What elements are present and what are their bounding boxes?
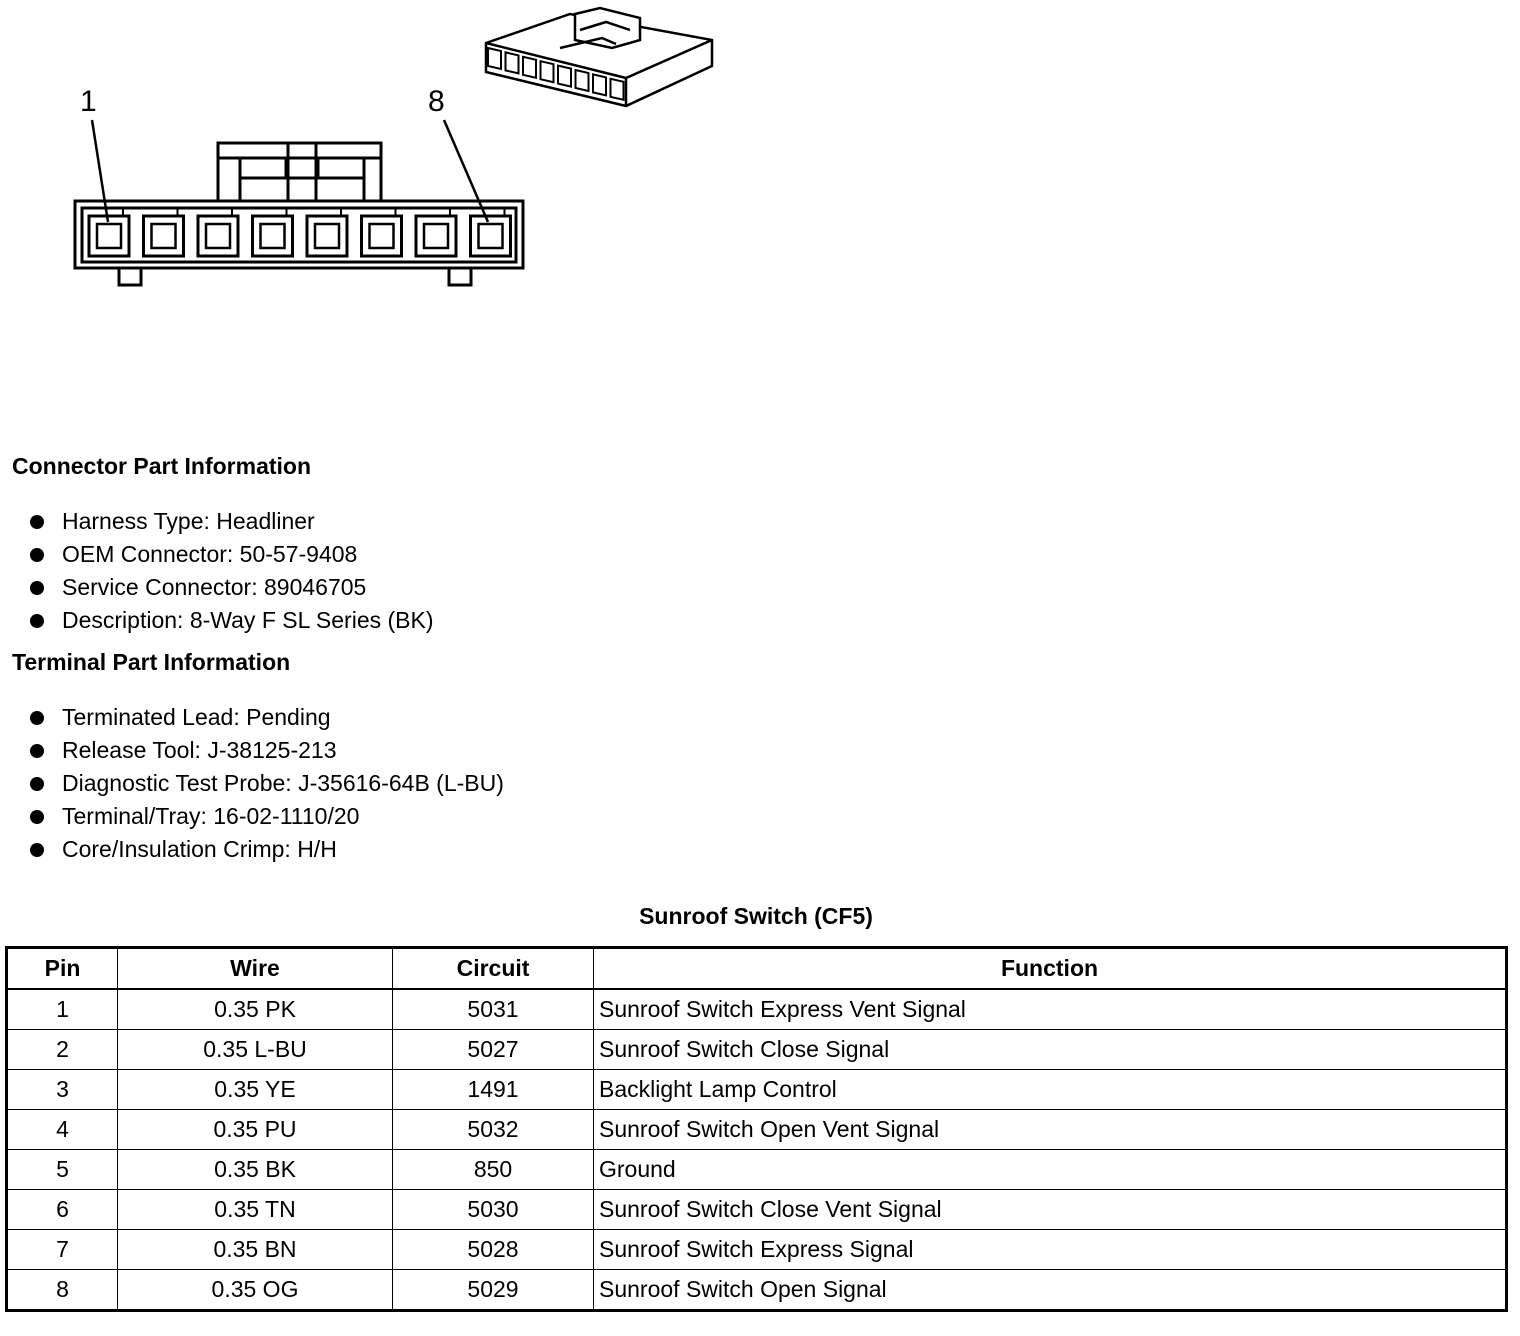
iso-pin-cavity <box>541 61 554 82</box>
iso-pin-cavity <box>611 79 624 100</box>
table-row <box>7 1030 1507 1070</box>
bullet-icon <box>30 581 44 595</box>
cell-circuit: 5032 <box>393 1110 594 1150</box>
pin-1-label: 1 <box>80 85 97 118</box>
cell-pin: 6 <box>7 1190 118 1230</box>
cell-function: Sunroof Switch Express Vent Signal <box>594 989 1507 1030</box>
cell-pin: 5 <box>7 1150 118 1190</box>
cell-wire: 0.35 BN <box>118 1230 393 1270</box>
bullet-icon <box>30 515 44 529</box>
list-item: Diagnostic Test Probe: J-35616-64B (L-BU) <box>0 767 504 800</box>
column-header-wire: Wire <box>118 948 393 990</box>
list-item: Release Tool: J-38125-213 <box>0 734 504 767</box>
bullet-icon <box>30 711 44 725</box>
bullet-icon <box>30 614 44 628</box>
cell-wire: 0.35 PK <box>118 989 393 1030</box>
iso-pin-cavity <box>488 48 501 69</box>
cell-pin: 4 <box>7 1110 118 1150</box>
pinout-table <box>5 946 1508 1312</box>
list-item: Description: 8-Way F SL Series (BK) <box>0 604 434 637</box>
cell-function: Ground <box>594 1150 1507 1190</box>
pin-terminal <box>261 224 285 248</box>
cell-circuit: 5027 <box>393 1030 594 1070</box>
pin-terminal <box>206 224 230 248</box>
pin-terminal <box>315 224 339 248</box>
pin-terminal <box>479 224 503 248</box>
cell-circuit: 5030 <box>393 1190 594 1230</box>
cell-function: Sunroof Switch Open Vent Signal <box>594 1110 1507 1150</box>
pin-terminal <box>152 224 176 248</box>
connector-diagram <box>0 0 760 300</box>
column-header-circuit: Circuit <box>393 948 594 990</box>
pin-terminal <box>370 224 394 248</box>
table-title: Sunroof Switch (CF5) <box>639 903 873 929</box>
bullet-icon <box>30 744 44 758</box>
cell-wire: 0.35 TN <box>118 1190 393 1230</box>
cell-pin: 1 <box>7 989 118 1030</box>
cell-pin: 8 <box>7 1270 118 1311</box>
table-row <box>7 1150 1507 1190</box>
bullet-icon <box>30 548 44 562</box>
cell-function: Sunroof Switch Open Signal <box>594 1270 1507 1311</box>
cell-function: Backlight Lamp Control <box>594 1070 1507 1110</box>
cell-circuit: 5031 <box>393 989 594 1030</box>
bullet-icon <box>30 810 44 824</box>
cell-wire: 0.35 PU <box>118 1110 393 1150</box>
cell-circuit: 1491 <box>393 1070 594 1110</box>
pin-terminal <box>424 224 448 248</box>
cell-wire: 0.35 BK <box>118 1150 393 1190</box>
table-header-row <box>7 948 1507 990</box>
cell-wire: 0.35 L-BU <box>118 1030 393 1070</box>
table-row <box>7 1190 1507 1230</box>
iso-pin-cavity <box>523 57 536 78</box>
pin-8-label: 8 <box>428 85 445 118</box>
iso-pin-cavity <box>506 52 519 73</box>
bullet-icon <box>30 843 44 857</box>
list-item: Core/Insulation Crimp: H/H <box>0 833 504 866</box>
connector-3d-view <box>486 8 712 106</box>
list-item: Harness Type: Headliner <box>0 505 434 538</box>
list-item: Terminal/Tray: 16-02-1110/20 <box>0 800 504 833</box>
cell-pin: 7 <box>7 1230 118 1270</box>
cell-function: Sunroof Switch Close Signal <box>594 1030 1507 1070</box>
iso-pin-cavity <box>593 74 606 95</box>
iso-pin-cavity <box>576 70 589 91</box>
cell-wire: 0.35 OG <box>118 1270 393 1311</box>
list-item: Terminated Lead: Pending <box>0 701 504 734</box>
bullet-icon <box>30 777 44 791</box>
column-header-pin: Pin <box>7 948 118 990</box>
connector-part-info-heading: Connector Part Information <box>12 453 312 479</box>
terminal-part-info-list <box>0 701 504 866</box>
table-row <box>7 1270 1507 1311</box>
terminal-part-info-heading: Terminal Part Information <box>12 649 291 675</box>
iso-pin-cavity <box>558 66 571 87</box>
cell-pin: 2 <box>7 1030 118 1070</box>
table-row <box>7 989 1507 1030</box>
cell-function: Sunroof Switch Express Signal <box>594 1230 1507 1270</box>
column-header-function: Function <box>594 948 1507 990</box>
cell-circuit: 850 <box>393 1150 594 1190</box>
connector-latch <box>218 143 381 201</box>
cell-wire: 0.35 YE <box>118 1070 393 1110</box>
list-item: Service Connector: 89046705 <box>0 571 434 604</box>
cell-function: Sunroof Switch Close Vent Signal <box>594 1190 1507 1230</box>
table-row <box>7 1110 1507 1150</box>
cell-circuit: 5029 <box>393 1270 594 1311</box>
cell-circuit: 5028 <box>393 1230 594 1270</box>
table-row <box>7 1230 1507 1270</box>
list-item: OEM Connector: 50-57-9408 <box>0 538 434 571</box>
cell-pin: 3 <box>7 1070 118 1110</box>
connector-part-info-list <box>0 505 434 637</box>
table-row <box>7 1070 1507 1110</box>
pin-terminal <box>97 224 121 248</box>
